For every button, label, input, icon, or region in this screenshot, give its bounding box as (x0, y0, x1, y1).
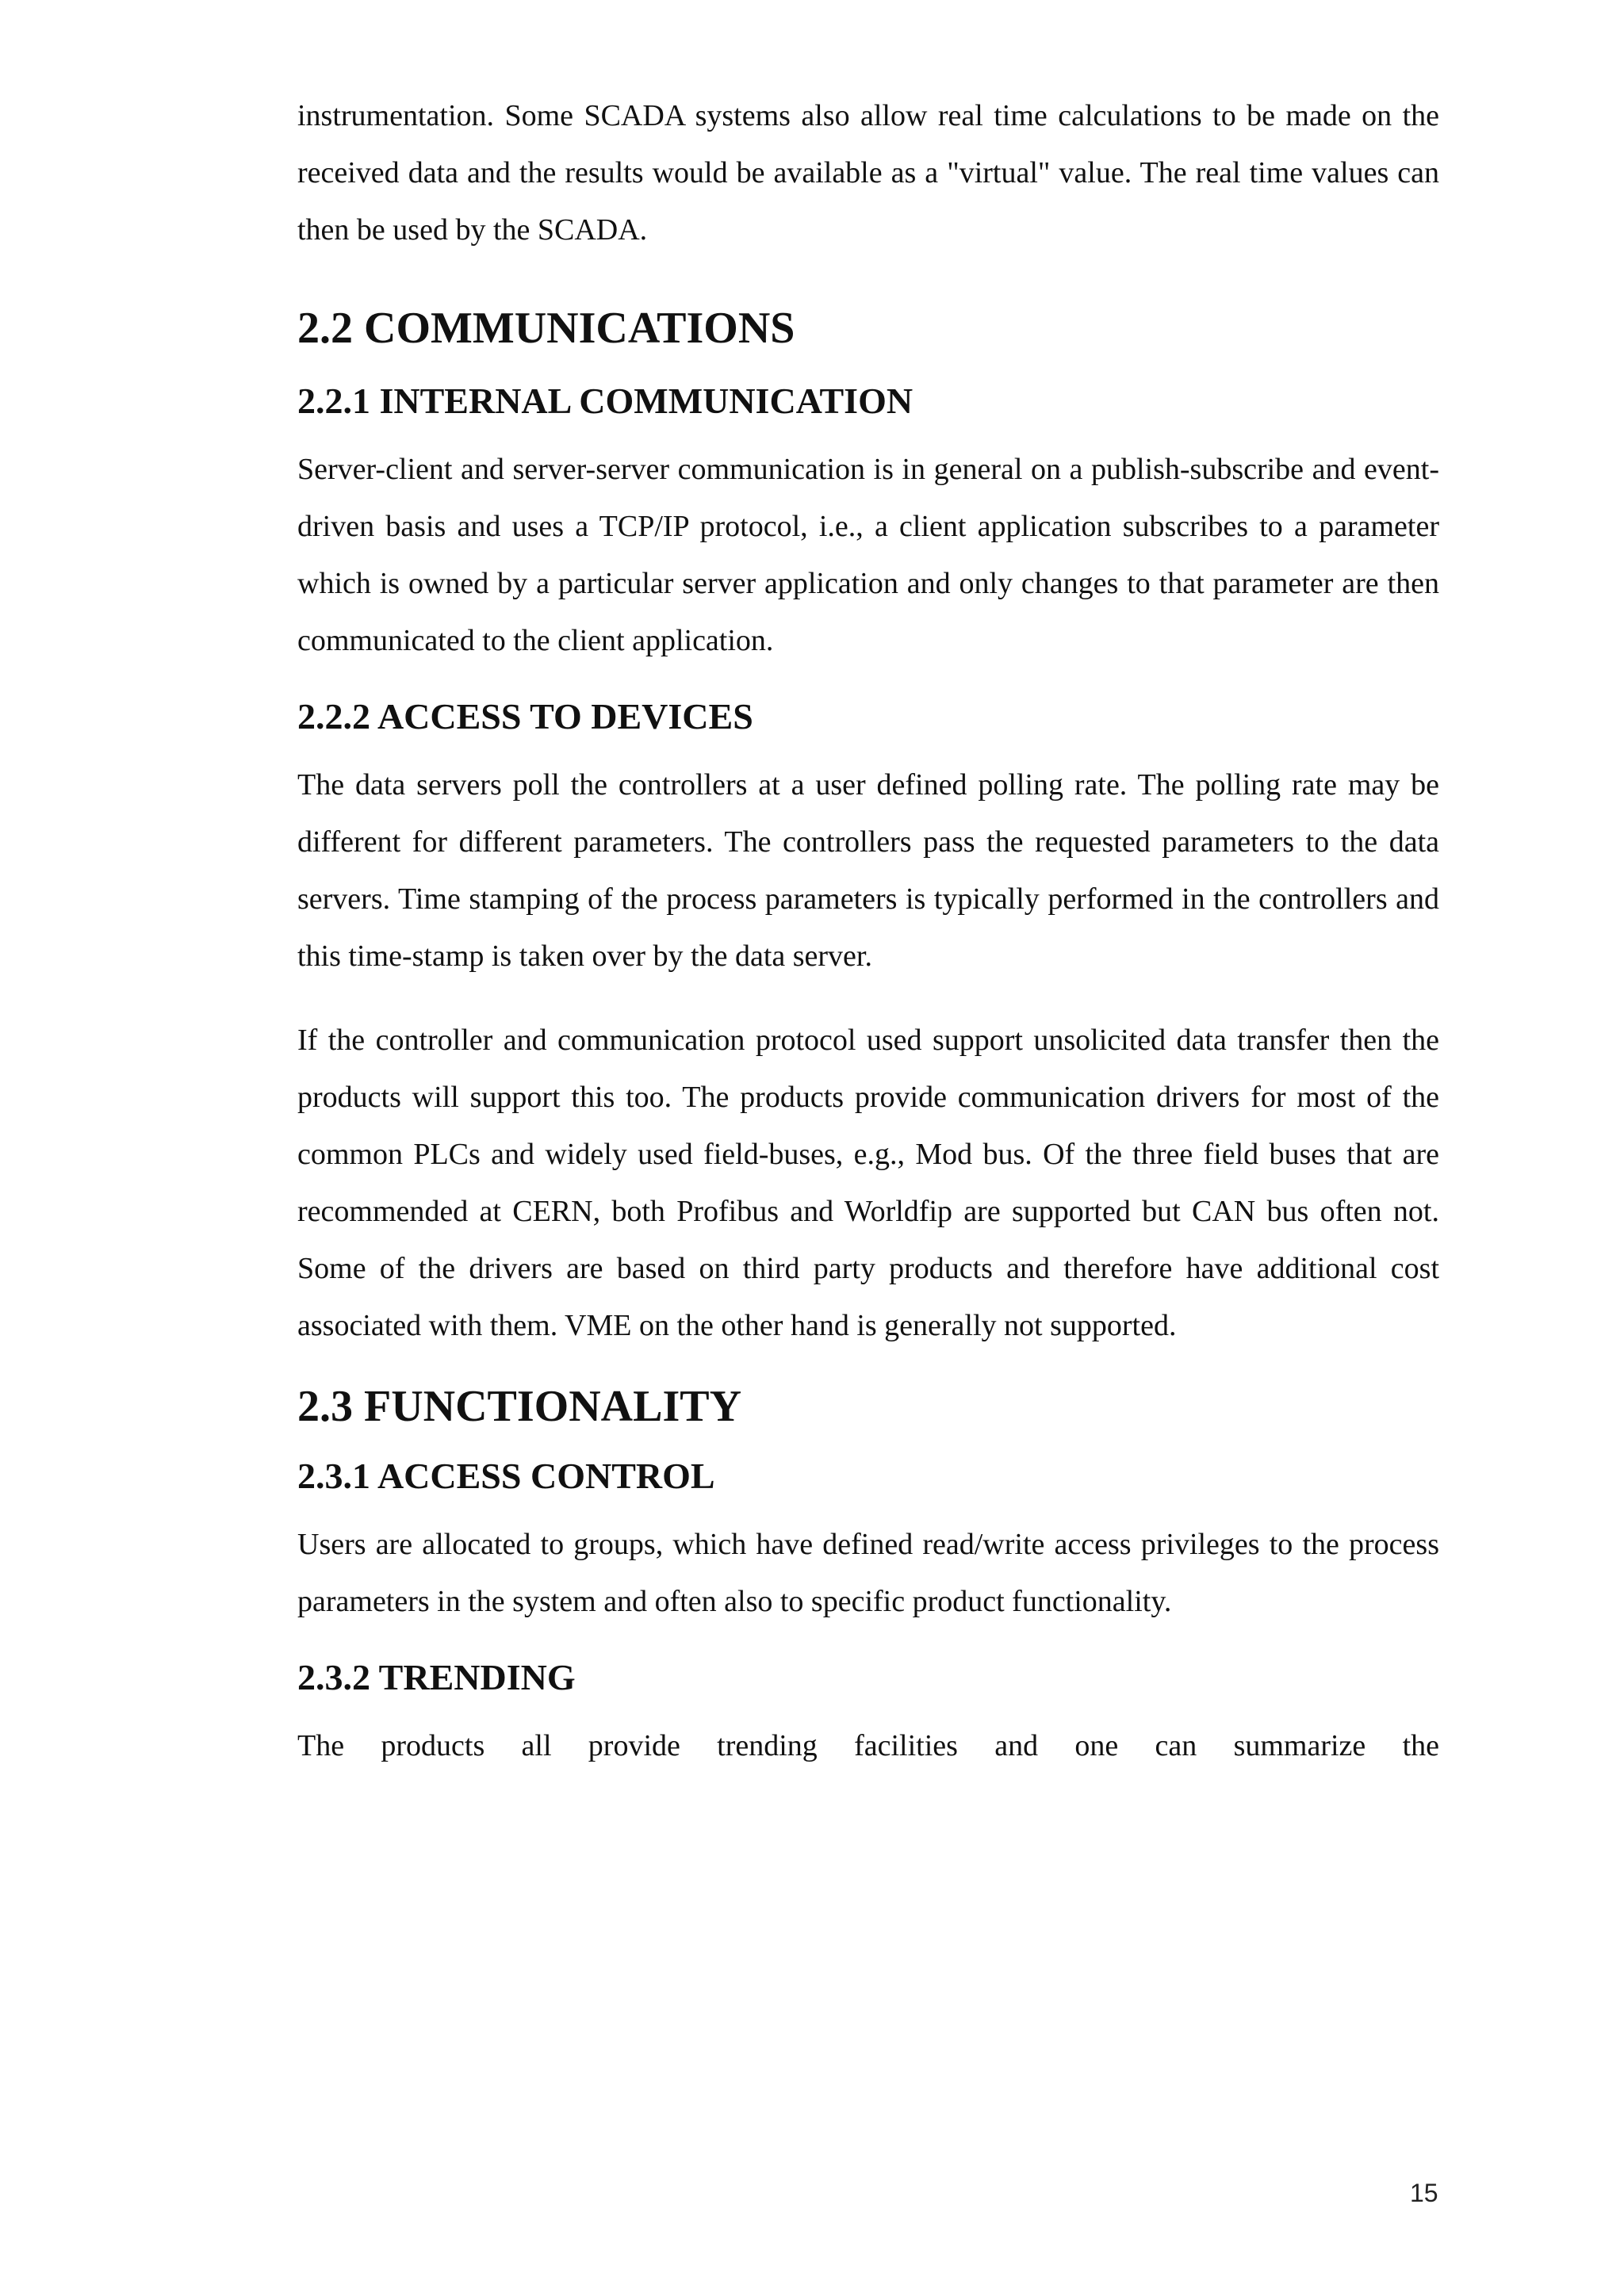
subsection-heading-internal-communication: 2.2.1 INTERNAL COMMUNICATION (297, 381, 914, 421)
access-control-paragraph: Users are allocated to groups, which have defined read/write access privileges to the process parameters in the system and often also to specific product functionality. (297, 1528, 1439, 1618)
section-heading-communications: 2.2 COMMUNICATIONS (297, 304, 795, 353)
access-to-devices-paragraph-2: If the controller and communication protocol used support unsolicited data transfer then the products will support this too. The products provide communication drivers for most of the common PLCs and widely used field-buses, e.g., Mod bus. Of the three field buses that are recommended at CERN, both Profibus and Worldfip are supported but CAN bus often not. Some of the drivers are based on third party products and therefore have additional cost associated with them. VME on the other hand is generally not supported. (297, 1024, 1439, 1342)
section-heading-functionality: 2.3 FUNCTIONALITY (297, 1382, 742, 1431)
document-page (297, 87, 1439, 1774)
subsection-heading-access-control: 2.3.1 ACCESS CONTROL (297, 1456, 715, 1496)
internal-communication-paragraph: Server-client and server-server communication is in general on a publish-subscribe and event-driven basis and uses a TCP/IP protocol, i.e., a client application subscribes to a parameter which is owned by a particular server application and only changes to that parameter are then communicated to the client application. (297, 453, 1439, 657)
page-number: 15 (1410, 2179, 1438, 2207)
continued-paragraph: instrumentation. Some SCADA systems also allow real time calculations to be made on the received data and the results would be available as a "virtual" value. The real time values can then be used by the SCADA. (297, 99, 1439, 247)
subsection-heading-access-to-devices: 2.2.2 ACCESS TO DEVICES (297, 696, 753, 737)
subsection-heading-trending: 2.3.2 TRENDING (297, 1657, 576, 1697)
access-to-devices-paragraph-1: The data servers poll the controllers at a user defined polling rate. The polling rate may be different for different parameters. The controllers pass the requested parameters to the data servers. Time stamping of the process parameters is typically performed in the controllers and this time-stamp is taken over by the data server. (297, 768, 1439, 973)
trending-paragraph: The products all provide trending facilities and one can summarize the (297, 1729, 1439, 1762)
